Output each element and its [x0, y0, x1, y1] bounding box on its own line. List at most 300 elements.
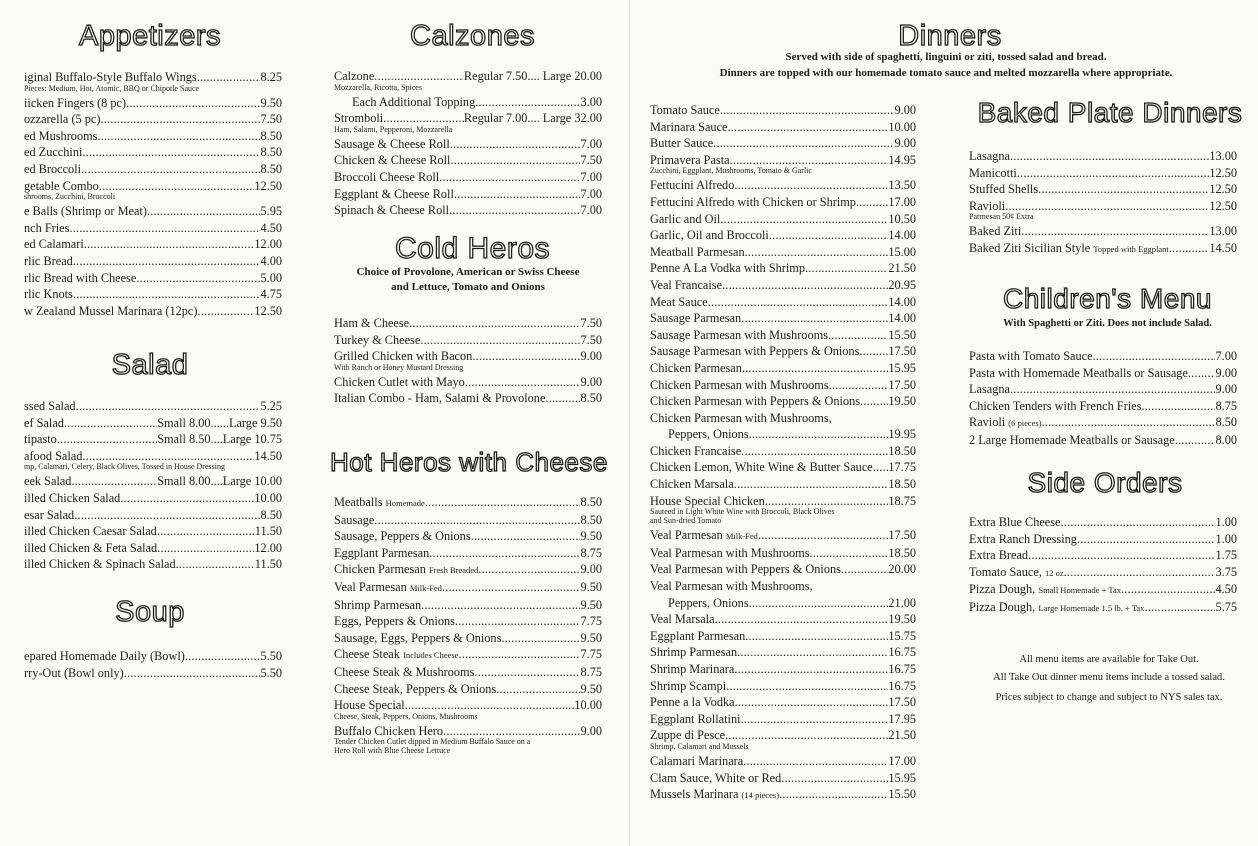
item-description: With Ranch or Honey Mustard Dressing — [334, 362, 464, 372]
menu-item-name: Lasagna — [969, 382, 1010, 397]
menu-item — [969, 181, 1237, 198]
menu-item-price: 14.50 — [1209, 240, 1237, 255]
dot-leader — [185, 648, 261, 665]
menu-item-price: 13.50 — [888, 178, 916, 193]
dot-leader — [1061, 514, 1216, 531]
dot-leader — [429, 545, 580, 562]
menu-item-name-line — [650, 410, 916, 427]
menu-item-price: 5.95 — [260, 204, 282, 219]
menu-item — [334, 512, 602, 529]
dot-leader — [97, 128, 260, 145]
dot-leader — [465, 374, 581, 391]
menu-item-name: Sausage Parmesan with Peppers & Onions — [650, 344, 860, 359]
menu-item — [24, 95, 282, 112]
menu-item-price: 5.50 — [260, 665, 282, 680]
menu-item-name-wrap — [650, 260, 805, 277]
menu-item-name-wrap — [969, 599, 1144, 617]
menu-item — [650, 102, 916, 119]
menu-item-price: 8.00 — [1215, 432, 1237, 447]
dot-leader — [1175, 432, 1216, 449]
dot-leader — [1028, 547, 1215, 564]
menu-item-price: 12.50 — [1209, 165, 1237, 180]
menu-item-name: Lasagna — [969, 149, 1010, 163]
dot-leader — [472, 348, 580, 365]
menu-item-name: Pasta with Homemade Meatballs or Sausage — [969, 365, 1188, 380]
menu-item — [969, 148, 1237, 165]
menu-item-price: 21.50 — [888, 728, 916, 743]
menu-item-price: 4.50 — [260, 220, 282, 235]
menu-item-price: 15.75 — [888, 628, 916, 643]
dot-leader — [805, 260, 888, 277]
menu-item-name-wrap — [334, 597, 421, 614]
menu-item-name: Garlic, Oil and Broccoli — [650, 228, 769, 243]
menu-item-price: 21.50 — [888, 261, 916, 276]
menu-item — [969, 414, 1237, 432]
menu-item-name: Penne A La Vodka with Shrimp — [650, 261, 805, 276]
menu-item-name: e Balls (Shrimp or Meat) — [24, 204, 147, 219]
menu-item-name-wrap — [24, 473, 71, 490]
menu-item-detail: Milk-Fed — [409, 582, 442, 593]
menu-item-name-wrap — [334, 374, 465, 391]
menu-item — [334, 613, 602, 630]
menu-item-name: House Special — [334, 698, 405, 713]
menu-item-price: 18.50 — [888, 477, 916, 492]
dot-leader — [545, 390, 580, 407]
menu-item-name-wrap — [334, 332, 420, 349]
menu-item-name-wrap — [24, 220, 69, 237]
menu-item-price: 14.00 — [888, 311, 916, 326]
dot-leader — [454, 186, 581, 203]
menu-item-name-wrap — [650, 119, 728, 136]
menu-item-name-wrap — [969, 365, 1188, 382]
dot-leader — [126, 95, 260, 112]
menu-item-name: Veal Marsala — [650, 612, 715, 627]
menu-item — [969, 398, 1237, 415]
menu-item — [969, 348, 1237, 365]
menu-item-price: 8.75 — [1215, 398, 1237, 413]
menu-item — [650, 443, 916, 460]
menu-item-name-wrap — [969, 223, 1021, 240]
menu-item-name: esar Salad — [24, 507, 75, 522]
menu-item-name: Peppers, Onions — [668, 427, 749, 442]
menu-item — [650, 459, 916, 476]
menu-item-name: Sausage — [334, 512, 375, 527]
menu-item — [969, 514, 1237, 531]
menu-item-name-wrap — [334, 512, 374, 529]
dot-leader — [474, 664, 580, 681]
menu-item — [334, 681, 602, 698]
dot-leader — [745, 244, 889, 261]
menu-item-name: Chicken & Cheese Roll — [334, 153, 451, 168]
menu-item-detail: Milk-Fed — [725, 531, 758, 542]
dot-leader — [728, 119, 889, 136]
menu-item — [24, 490, 282, 507]
menu-item-name-wrap — [24, 665, 124, 682]
menu-item-name: Veal Parmesan with Mushrooms — [650, 545, 810, 560]
menu-item-name-wrap — [334, 646, 458, 664]
menu-item-price: 8.50 — [260, 161, 282, 176]
menu-item-name-wrap — [650, 644, 737, 661]
menu-item — [650, 310, 916, 327]
item-description: Pieces: Medium, Hot, Atomic, BBQ or Chipotle Sauce — [24, 83, 200, 93]
calzones-heading: Calzones — [410, 20, 535, 52]
menu-item-price: Small 8.00....Large 10.00 — [157, 474, 282, 489]
menu-item-price: 7.50 — [580, 153, 602, 168]
menu-item-price: 7.00 — [580, 136, 602, 151]
menu-item-price: 9.50 — [580, 529, 602, 544]
menu-item — [650, 211, 916, 228]
dinners-subtitle-2: Dinners are topped with our homemade tomato sauce and melted mozzarella where appropriate. — [719, 67, 1173, 79]
menu-item — [24, 220, 282, 237]
menu-item — [969, 365, 1237, 382]
menu-item-name-wrap — [650, 786, 779, 804]
menu-item-name-wrap — [650, 753, 743, 770]
menu-item — [334, 152, 602, 169]
cold-heros-subtitle-1: Choice of Provolone, American or Swiss Cheese — [356, 266, 580, 278]
menu-item — [650, 628, 916, 645]
dot-leader — [715, 611, 889, 628]
menu-item-name: getable Combo — [24, 178, 99, 193]
dot-leader — [749, 426, 889, 443]
menu-item — [334, 202, 602, 219]
menu-item-name: Tomato Sauce, — [969, 564, 1042, 579]
menu-item-price: 9.50 — [580, 681, 602, 696]
menu-item-name-wrap — [650, 694, 735, 711]
menu-item — [650, 393, 916, 410]
menu-item-name: Turkey & Cheese — [334, 332, 421, 347]
menu-item-name: Primavera Pasta — [650, 152, 730, 167]
menu-item — [650, 294, 916, 311]
soup-heading: Soup — [115, 596, 185, 628]
item-description: and Sun-dried Tomato — [650, 516, 722, 526]
dot-leader — [471, 528, 581, 545]
menu-item-name-wrap — [334, 545, 429, 562]
menu-item-name: Chicken Parmesan — [650, 360, 742, 375]
menu-item-price: 15.95 — [888, 360, 916, 375]
menu-item-price: 17.50 — [888, 528, 916, 543]
menu-item-price: 8.50 — [260, 128, 282, 143]
menu-item — [334, 390, 602, 407]
menu-item-name: Italian Combo - Ham, Salami & Provolone — [334, 391, 546, 406]
menu-item-name-wrap — [969, 514, 1061, 531]
menu-item-price: 12.50 — [254, 178, 282, 193]
menu-item-name: Stromboli — [334, 111, 384, 126]
menu-item-name: epared Homemade Daily (Bowl) — [24, 649, 185, 663]
menu-item — [650, 377, 916, 394]
menu-item-name-wrap — [650, 545, 810, 562]
menu-item-price: 7.50 — [580, 332, 602, 347]
menu-item-name: Penne a la Vodka — [650, 695, 735, 710]
menu-item — [334, 169, 602, 186]
menu-item — [650, 426, 916, 443]
dot-leader — [420, 332, 580, 349]
menu-item-name: Cheese Steak — [334, 647, 400, 662]
menu-item-name-wrap — [969, 148, 1010, 165]
menu-item-detail: Topped with Eggplant — [1093, 243, 1169, 254]
menu-item-price: 7.00 — [580, 203, 602, 218]
dot-leader — [64, 415, 157, 432]
dot-leader — [84, 236, 255, 253]
soup-list — [24, 648, 282, 681]
menu-item-name-wrap — [969, 181, 1038, 198]
menu-item — [969, 381, 1237, 398]
menu-item-name-wrap — [969, 398, 1141, 415]
menu-item-price: 9.50 — [580, 597, 602, 612]
menu-item — [969, 240, 1237, 258]
menu-item-name: illed Chicken & Spinach Salad — [24, 557, 176, 572]
menu-item — [650, 711, 916, 728]
dot-leader — [734, 177, 888, 194]
menu-item-name-wrap — [650, 227, 769, 244]
menu-item-price: 10.00 — [574, 698, 602, 713]
dot-leader — [73, 253, 261, 270]
menu-item-name: Fettucini Alfredo with Chicken or Shrimp — [650, 194, 856, 209]
dot-leader — [82, 144, 260, 161]
menu-item-name: rlic Bread — [24, 253, 73, 268]
menu-item-price: 7.00 — [580, 186, 602, 201]
item-description: Sauteed in Light White Wine with Broccoli, Black Olives — [650, 507, 835, 517]
menu-item — [24, 236, 282, 253]
menu-item-name-wrap — [650, 443, 741, 460]
menu-item-price: 5.00 — [260, 270, 282, 285]
menu-item — [650, 360, 916, 377]
item-description: Tender Chicken Cutlet dipped in Medium Buffalo Sauce on a — [334, 737, 531, 747]
appetizers-heading: Appetizers — [78, 20, 221, 52]
menu-item-name-wrap — [24, 431, 57, 448]
menu-item-price: 9.00 — [1215, 382, 1237, 397]
menu-item-price: 8.75 — [580, 545, 602, 560]
menu-item-name: Extra Ranch Dressing — [969, 531, 1077, 546]
dot-leader — [1188, 365, 1216, 382]
baked-heading: Baked Plate Dinners — [977, 97, 1243, 128]
dot-leader — [478, 561, 580, 578]
menu-item-name: Chicken Marsala — [650, 477, 734, 492]
menu-item — [24, 540, 282, 557]
menu-item-name-wrap — [650, 194, 856, 211]
dot-leader — [745, 628, 888, 645]
menu-item-price: 18.50 — [888, 545, 916, 560]
menu-item — [650, 770, 916, 787]
menu-item — [650, 260, 916, 277]
menu-item-price: 8.75 — [580, 664, 602, 679]
menu-item — [24, 665, 282, 682]
dot-leader — [713, 135, 894, 152]
hot-heros-heading: Hot Heros with Cheese — [330, 447, 608, 477]
menu-item-name-wrap — [650, 561, 841, 578]
dot-leader — [157, 540, 254, 557]
menu-item-name: Chicken Parmesan with Mushrooms — [650, 377, 829, 392]
dot-leader — [449, 202, 580, 219]
dot-leader — [725, 727, 888, 744]
menu-item-name-wrap — [24, 161, 81, 178]
menu-item — [334, 494, 602, 512]
menu-item-price: 8.50 — [1215, 415, 1237, 430]
menu-item-name: Meat Sauce — [650, 294, 708, 309]
cold-heros-heading: Cold Heros — [394, 232, 551, 265]
menu-item — [24, 648, 282, 665]
menu-item-name-wrap — [24, 203, 147, 220]
menu-item — [24, 270, 282, 287]
dot-leader — [810, 545, 889, 562]
menu-item — [650, 327, 916, 344]
menu-item-price: 17.95 — [888, 711, 916, 726]
menu-item-price: 9.50 — [580, 579, 602, 594]
menu-item — [334, 94, 602, 111]
dot-leader — [1064, 564, 1216, 581]
dot-leader — [81, 161, 260, 178]
menu-item-price: 14.95 — [888, 152, 916, 167]
menu-item-name: ed Zucchini — [24, 145, 83, 160]
menu-item — [650, 343, 916, 360]
menu-item-price: 20.95 — [888, 277, 916, 292]
menu-item-price: 5.25 — [260, 399, 282, 413]
menu-item-price: Regular 7.50.... Large 20.00 — [463, 69, 602, 83]
menu-item-price: 8.50 — [580, 495, 602, 509]
menu-item — [24, 253, 282, 270]
menu-item-name-wrap — [969, 165, 1017, 182]
menu-item — [969, 165, 1237, 182]
menu-item — [334, 561, 602, 579]
menu-item-price: 1.75 — [1215, 548, 1237, 563]
menu-item-name: Eggs, Peppers & Onions — [334, 614, 455, 629]
dot-leader — [1021, 223, 1209, 240]
dot-leader — [741, 443, 888, 460]
menu-item-price: 17.50 — [888, 344, 916, 359]
menu-item-name: Extra Bread — [969, 548, 1029, 563]
menu-item-name: Sausage, Peppers & Onions — [334, 529, 471, 544]
menu-item — [334, 332, 602, 349]
menu-item-name: Broccoli Cheese Roll — [334, 169, 440, 184]
menu-item-name: ssed Salad — [24, 399, 76, 413]
menu-item — [650, 476, 916, 493]
dot-leader — [722, 277, 888, 294]
menu-item — [969, 547, 1237, 564]
dot-leader — [873, 459, 889, 476]
dot-leader — [720, 211, 888, 228]
menu-item-name: Pizza Dough, — [969, 599, 1036, 614]
menu-item — [334, 186, 602, 203]
menu-item-name: Shrimp Parmesan — [650, 645, 738, 660]
menu-item-price: 14.00 — [888, 294, 916, 309]
menu-item-name: Shrimp Marinara — [650, 662, 735, 676]
menu-item-price: 19.50 — [888, 394, 916, 409]
menu-item-price: 9.00 — [580, 562, 602, 577]
dot-leader — [708, 294, 889, 311]
menu-item — [650, 678, 916, 695]
menu-item-name: Buffalo Chicken Hero — [334, 723, 444, 738]
item-description: shrooms, Zucchini, Broccoli — [24, 192, 116, 202]
dot-leader — [829, 377, 889, 394]
menu-item-name-wrap — [650, 527, 758, 545]
menu-item — [650, 753, 916, 770]
menu-item — [969, 432, 1237, 449]
menu-item-name: Clam Sauce, White or Red — [650, 770, 782, 785]
menu-item — [24, 111, 282, 128]
menu-item-name-wrap — [969, 432, 1175, 449]
menu-item-name-wrap — [24, 648, 185, 665]
menu-item-price: 17.00 — [888, 753, 916, 768]
menu-item-name: Spinach & Cheese Roll — [334, 203, 450, 218]
menu-item-price: 4.00 — [260, 253, 282, 268]
menu-item-price: 1.00 — [1215, 515, 1237, 529]
menu-item-price: 9.00 — [894, 103, 916, 117]
menu-item-name: Shrimp Parmesan — [334, 597, 422, 612]
menu-item-name: Peppers, Onions — [668, 595, 749, 610]
menu-item — [650, 177, 916, 194]
dot-leader — [439, 169, 580, 186]
menu-item — [334, 528, 602, 545]
dot-leader — [455, 613, 581, 630]
menu-item-name: Eggplant Parmesan — [334, 545, 430, 560]
menu-item — [650, 194, 916, 211]
dot-leader — [147, 203, 261, 220]
menu-item-name: Cheese Steak & Mushrooms — [334, 664, 475, 679]
menu-item-name: Chicken Cutlet with Mayo — [334, 374, 465, 389]
menu-item-name: iicken Fingers (8 pc) — [24, 95, 127, 110]
menu-item — [334, 136, 602, 153]
dot-leader — [741, 310, 888, 327]
menu-item-price: 8.50 — [580, 391, 602, 406]
menu-item-name: iginal Buffalo-Style Buffalo Wings — [24, 70, 197, 84]
menu-item — [24, 556, 282, 573]
dot-leader — [100, 111, 260, 128]
menu-item-name: illed Chicken & Feta Salad — [24, 540, 158, 555]
dot-leader — [779, 786, 888, 803]
menu-item-price: 14.50 — [254, 448, 282, 463]
menu-item-price: 10.00 — [888, 119, 916, 134]
menu-item-price: 3.00 — [580, 94, 602, 109]
menu-item — [24, 431, 282, 448]
cold-heros-subtitle-2: and Lettuce, Tomato and Onions — [391, 281, 545, 293]
dot-leader — [1010, 381, 1216, 398]
dinners-heading: Dinners — [898, 20, 1002, 52]
menu-item-name-wrap — [24, 128, 97, 145]
menu-item — [969, 599, 1237, 617]
dot-leader — [124, 665, 261, 682]
menu-item-name-wrap — [334, 579, 442, 597]
dot-leader — [734, 476, 889, 493]
menu-item — [24, 286, 282, 303]
menu-item-name: Veal Parmesan — [334, 579, 407, 594]
menu-item-name-wrap — [334, 561, 478, 579]
menu-item-price: 12.50 — [1209, 182, 1237, 197]
menu-item-name: Veal Francaise — [650, 277, 723, 292]
menu-item-name-wrap — [334, 664, 474, 681]
menu-item-name-wrap — [650, 294, 708, 311]
menu-item-name: Veal Parmesan with Peppers & Onions — [650, 562, 841, 577]
dot-leader — [57, 431, 157, 448]
item-description: Ham, Salami, Pepperoni, Mozzarella — [334, 124, 453, 134]
menu-item-name-wrap — [650, 327, 828, 344]
menu-item-name: Ham & Cheese — [334, 316, 410, 330]
menu-item-name: Baked Ziti — [969, 224, 1022, 239]
menu-item-name-wrap — [650, 476, 734, 493]
menu-item-name-wrap — [24, 111, 100, 128]
menu-item-name-wrap — [650, 711, 741, 728]
dot-leader — [749, 595, 889, 612]
item-description: mp, Calamari, Celery, Black Olives, Tossed in House Dressing — [24, 462, 225, 472]
dot-leader — [99, 178, 255, 195]
menu-item-name: Sausage Parmesan with Mushrooms — [650, 327, 828, 342]
menu-item-name-wrap — [650, 770, 781, 787]
menu-item-detail: (14 pieces) — [741, 790, 780, 801]
menu-item-price: 8.50 — [260, 145, 282, 160]
menu-item-name-wrap — [24, 556, 176, 573]
menu-item-name: ed Mushrooms — [24, 128, 98, 143]
menu-item-name: Chicken Parmesan — [334, 562, 426, 577]
menu-item — [650, 135, 916, 152]
dot-leader — [742, 360, 888, 377]
